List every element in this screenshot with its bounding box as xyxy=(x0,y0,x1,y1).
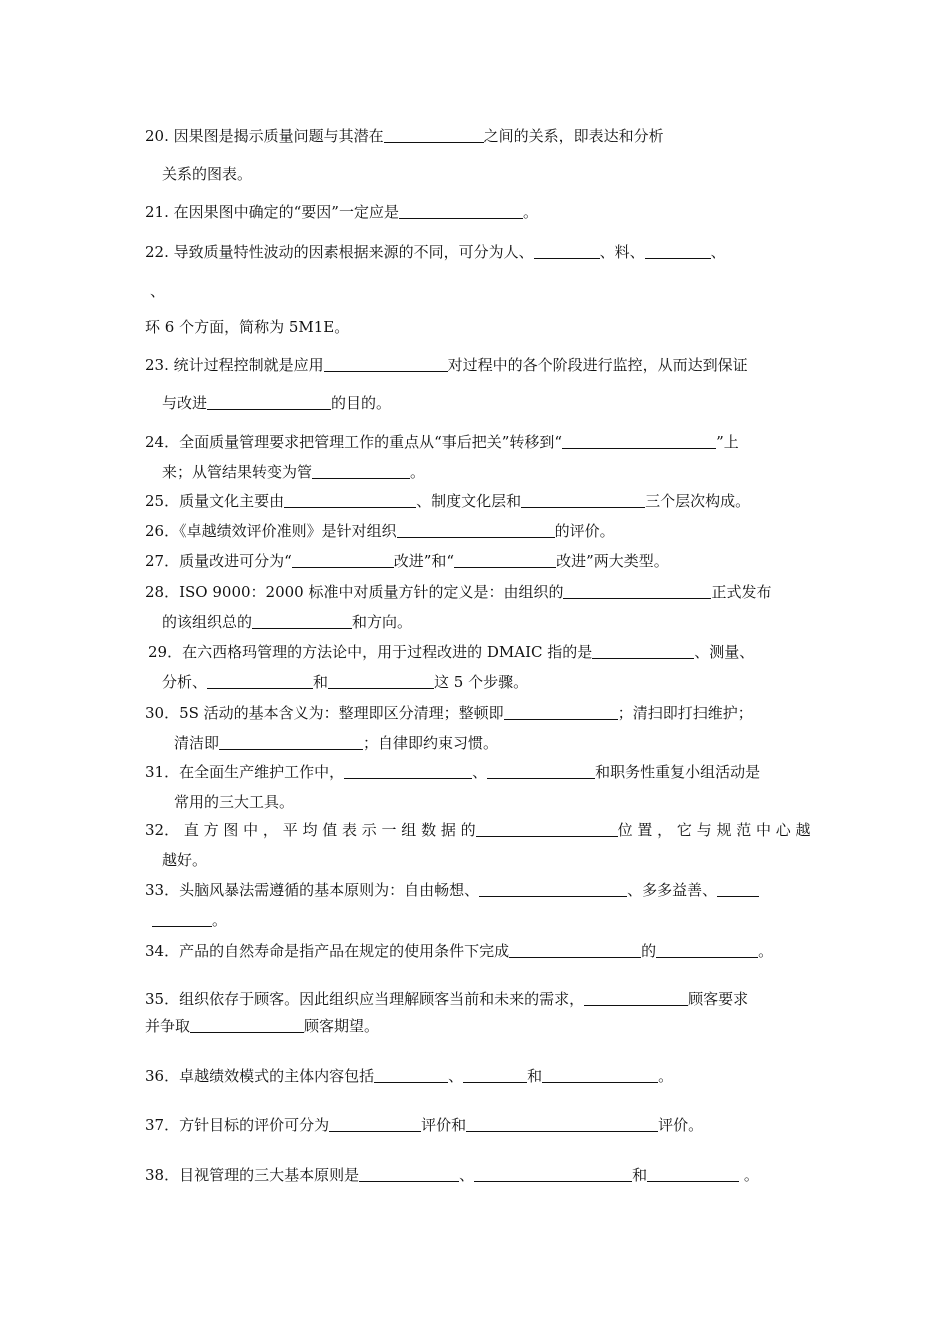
q31-line2: 常用的三大工具。 xyxy=(174,793,295,811)
blank[interactable] xyxy=(474,1166,632,1182)
blank[interactable] xyxy=(463,1067,527,1083)
blank[interactable] xyxy=(656,942,758,958)
q27: 27．质量改进可分为“ 改进”和“ 改进”两大类型。 xyxy=(145,552,669,570)
blank[interactable] xyxy=(324,356,448,372)
blank[interactable] xyxy=(476,821,618,837)
blank[interactable] xyxy=(542,1067,658,1083)
blank[interactable] xyxy=(479,881,627,897)
q35-line2: 并争取 顾客期望。 xyxy=(145,1017,380,1035)
q30-line2: 清洁即 ；自律即约束习惯。 xyxy=(174,734,499,752)
q24-line2: 来；从管结果转变为管 。 xyxy=(162,463,426,481)
blank[interactable] xyxy=(454,552,556,568)
q28-line1: 28．ISO 9000：2000 标准中对质量方针的定义是：由组织的 正式发布 xyxy=(145,583,772,601)
q22-line1: 22. 导致质量特性波动的因素根据来源的不同，可分为人、 、料、 、 xyxy=(145,243,726,261)
blank[interactable] xyxy=(466,1116,658,1132)
q30-line1: 30．5S 活动的基本含义为：整理即区分清理；整顿即 ；清扫即打扫维护； xyxy=(145,704,753,722)
q34: 34．产品的自然寿命是指产品在规定的使用条件下完成 的 。 xyxy=(145,942,774,960)
q20-line1: 20. 因果图是揭示质量问题与其潜在 之间的关系，即表达和分析 xyxy=(145,127,664,145)
q36: 36．卓越绩效模式的主体内容包括 、 和 。 xyxy=(145,1067,674,1085)
q38: 38．目视管理的三大基本原则是 、 和 。 xyxy=(145,1166,759,1184)
blank[interactable] xyxy=(328,673,434,689)
blank[interactable] xyxy=(344,763,472,779)
q32-line2: 越好。 xyxy=(162,851,208,869)
q32-line1: 32． 直 方 图 中 ， 平 均 值 表 示 一 组 数 据 的 位 置 ， 它 与 规 范 中 心 越 xyxy=(145,821,811,839)
q25: 25．质量文化主要由 、制度文化层和 三个层次构成。 xyxy=(145,492,751,510)
blank[interactable] xyxy=(374,1067,448,1083)
blank[interactable] xyxy=(397,522,555,538)
blank[interactable] xyxy=(329,1116,421,1132)
q24-line1: 24．全面质量管理要求把管理工作的重点从“事后把关”转移到“ ”上 xyxy=(145,433,739,451)
blank[interactable] xyxy=(219,734,363,750)
blank[interactable] xyxy=(384,127,484,143)
blank[interactable] xyxy=(504,704,618,720)
blank[interactable] xyxy=(487,763,595,779)
q20-line2: 关系的图表。 xyxy=(162,165,253,183)
blank[interactable] xyxy=(399,203,523,219)
q29-line1: 29．在六西格玛管理的方法论中，用于过程改进的 DMAIC 指的是 、测量、 xyxy=(148,643,755,661)
blank[interactable] xyxy=(252,613,352,629)
q37: 37．方针目标的评价可分为 评价和 评价。 xyxy=(145,1116,704,1134)
blank[interactable] xyxy=(207,394,331,410)
blank[interactable] xyxy=(312,463,410,479)
q26: 26．《卓越绩效评价准则》是针对组织 的评价。 xyxy=(145,522,615,540)
blank[interactable] xyxy=(592,643,694,659)
blank[interactable] xyxy=(292,552,394,568)
q28-line2: 的该组织总的 和方向。 xyxy=(162,613,413,631)
blank[interactable] xyxy=(584,990,688,1006)
q35-line1: 35．组织依存于顾客。因此组织应当理解顾客当前和未来的需求， 顾客要求 xyxy=(145,990,749,1008)
blank[interactable] xyxy=(509,942,641,958)
q33-line2: 。 xyxy=(152,910,227,930)
blank[interactable] xyxy=(521,492,645,508)
blank[interactable] xyxy=(190,1017,304,1033)
q22-line3: 环 6 个方面，简称为 5M1E。 xyxy=(145,318,350,336)
q21: 21. 在因果图中确定的“要因”一定应是 。 xyxy=(145,203,538,221)
blank[interactable] xyxy=(562,433,716,449)
blank[interactable] xyxy=(717,881,759,897)
q23-line2: 与改进 的目的。 xyxy=(162,394,392,412)
q31-line1: 31．在全面生产维护工作中， 、 和职务性重复小组活动是 xyxy=(145,763,761,781)
blank[interactable] xyxy=(284,492,416,508)
blank[interactable] xyxy=(563,583,711,599)
blank[interactable] xyxy=(152,911,212,927)
blank[interactable] xyxy=(207,673,313,689)
q22-line2: 、 xyxy=(150,282,166,300)
q33-line1: 33．头脑风暴法需遵循的基本原则为：自由畅想、 、多多益善、 xyxy=(145,880,759,900)
q23-line1: 23. 统计过程控制就是应用 对过程中的各个阶段进行监控，从而达到保证 xyxy=(145,356,748,374)
q29-line2: 分析、 和 这 5 个步骤。 xyxy=(162,673,529,691)
blank[interactable] xyxy=(645,243,711,259)
blank[interactable] xyxy=(534,243,600,259)
blank[interactable] xyxy=(647,1166,739,1182)
blank[interactable] xyxy=(359,1166,459,1182)
